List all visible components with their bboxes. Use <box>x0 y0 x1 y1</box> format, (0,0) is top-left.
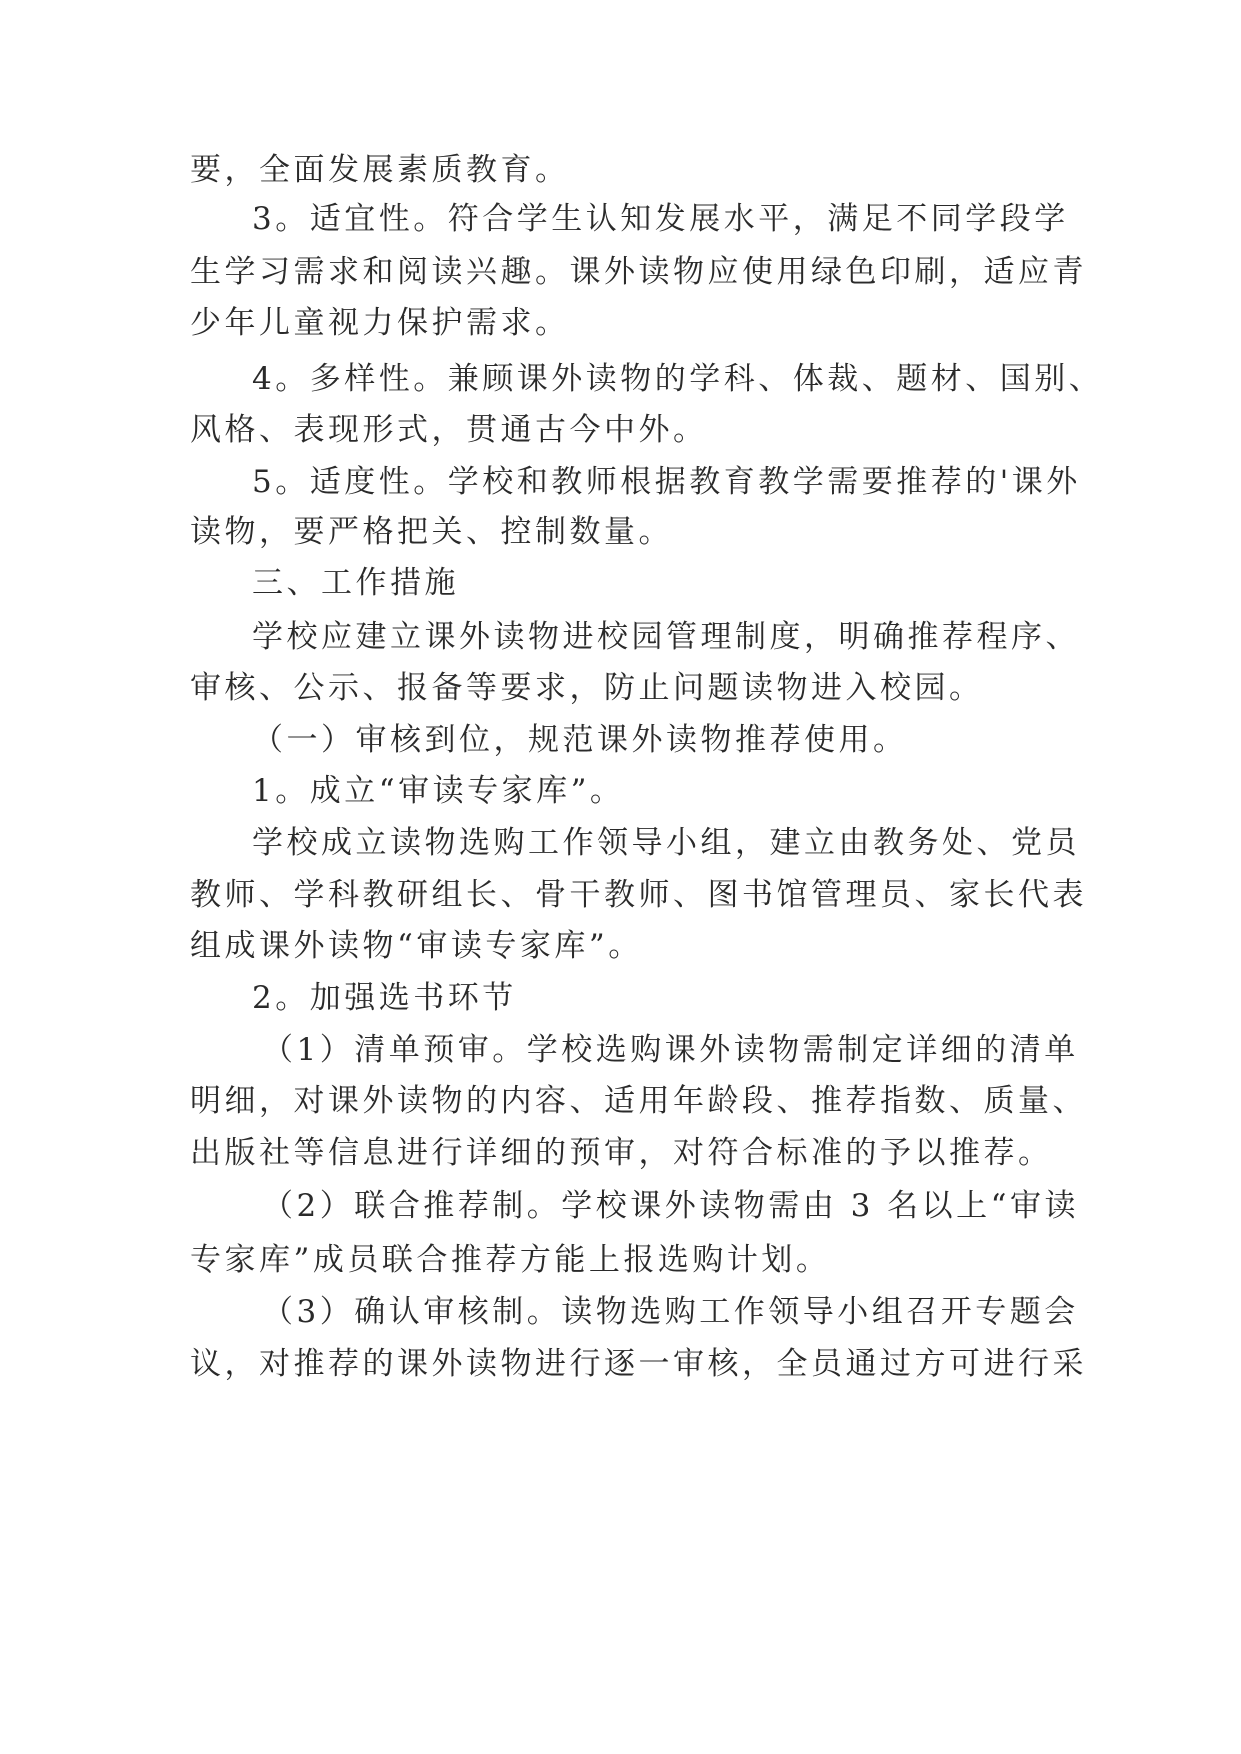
text-line: 学校成立读物选购工作领导小组，建立由教务处、党员 <box>252 825 1080 861</box>
text-line: 要，全面发展素质教育。 <box>190 152 570 188</box>
text-line: 学校应建立课外读物进校园管理制度，明确推荐程序、 <box>252 619 1080 655</box>
text-line: 明细，对课外读物的内容、适用年龄段、推荐指数、质量、 <box>190 1083 1087 1119</box>
text-line: 审核、公示、报备等要求，防止问题读物进入校园。 <box>190 670 984 706</box>
text-line: （2）联合推荐制。学校课外读物需由 3 名以上“审读 <box>262 1188 1080 1224</box>
text-line: （3）确认审核制。读物选购工作领导小组召开专题会 <box>262 1294 1079 1330</box>
text-line: 生学习需求和阅读兴趣。课外读物应使用绿色印刷，适应青 <box>190 254 1087 290</box>
text-line: 3。适宜性。符合学生认知发展水平，满足不同学段学 <box>252 201 1069 237</box>
text-line: 教师、学科教研组长、骨干教师、图书馆管理员、家长代表 <box>190 877 1087 913</box>
text-line: 议，对推荐的课外读物进行逐一审核，全员通过方可进行采 <box>190 1346 1087 1382</box>
item-heading: 1。成立“审读专家库”。 <box>252 773 625 809</box>
text-line: 读物，要严格把关、控制数量。 <box>190 514 673 550</box>
item-heading: 2。加强选书环节 <box>252 980 517 1016</box>
subsection-heading: （一）审核到位，规范课外读物推荐使用。 <box>252 722 908 758</box>
text-line: 出版社等信息进行详细的预审，对符合标准的予以推荐。 <box>190 1135 1053 1171</box>
text-line: 组成课外读物“审读专家库”。 <box>190 928 643 964</box>
text-line: 风格、表现形式，贯通古今中外。 <box>190 412 708 448</box>
text-line: 5。适度性。学校和教师根据教育教学需要推荐的'课外 <box>252 464 1081 500</box>
text-line: 少年儿童视力保护需求。 <box>190 305 570 341</box>
text-line: 4。多样性。兼顾课外读物的学科、体裁、题材、国别、 <box>252 361 1104 397</box>
section-heading: 三、工作措施 <box>252 565 459 601</box>
text-line: 专家库”成员联合推荐方能上报选购计划。 <box>190 1242 831 1278</box>
text-line: （1）清单预审。学校选购课外读物需制定详细的清单 <box>262 1032 1079 1068</box>
